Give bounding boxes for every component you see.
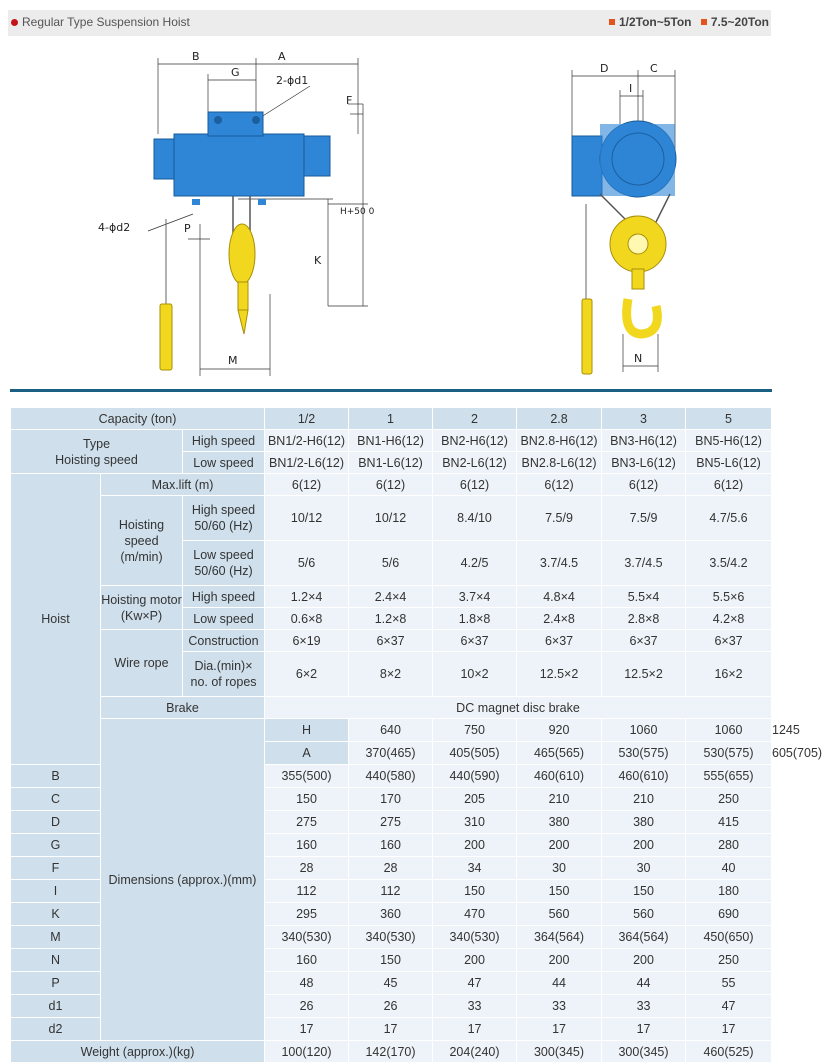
dimension-key: P [11,972,101,995]
dim-label-d1: 2-ϕd1 [276,74,309,87]
dim-label-a: A [278,50,286,63]
motor-high-cell: 2.4×4 [349,586,433,608]
dimension-cell: 17 [686,1018,772,1041]
max-lift-cell: 6(12) [433,474,517,496]
dimension-cell: 44 [517,972,602,995]
weight-cell: 100(120) [265,1041,349,1063]
type-label: Type Hoisting speed [11,430,183,474]
dimension-cell: 160 [349,834,433,857]
dim-label-c: C [650,62,658,75]
motor-low-cell: 1.8×8 [433,608,517,630]
dimension-key: N [11,949,101,972]
section-title: Regular Type Suspension Hoist [22,15,190,29]
dimension-cell: 415 [686,811,772,834]
dimension-cell: 275 [349,811,433,834]
table-row [11,496,772,541]
motor-high-cell: 1.2×4 [265,586,349,608]
motor-low-cell: 2.4×8 [517,608,602,630]
speed-low-cell: 5/6 [265,541,349,586]
dimension-cell: 380 [517,811,602,834]
table-row [11,697,772,719]
dim-label-n: N [634,352,643,365]
dimension-cell: 750 [433,719,517,742]
dimension-cell: 33 [602,995,686,1018]
range-tag-2[interactable]: 7.5~20Ton [710,15,769,29]
dia-label: Dia.(min)× no. of ropes [183,652,265,697]
low-speed-label: Low speed [183,452,265,474]
dimension-cell: 26 [349,995,433,1018]
section-divider [10,389,772,392]
speed-high-cell: 7.5/9 [517,496,602,541]
speed-low-cell: 3.5/4.2 [686,541,772,586]
max-lift-cell: 6(12) [602,474,686,496]
hoist-label: Hoist [11,474,101,765]
dimension-cell: 460(610) [517,765,602,788]
dimension-cell: 465(565) [517,742,602,765]
dim-label-d: D [600,62,609,75]
square-bullet-icon [609,19,615,25]
dia-cell: 12.5×2 [517,652,602,697]
table-row [11,408,772,430]
square-bullet-icon [701,19,707,25]
dim-label-h: H+50 0 [340,207,375,217]
dimension-cell: 470 [433,903,517,926]
dimension-cell: 17 [265,1018,349,1041]
dim-label-f: F [346,94,353,107]
table-row [11,474,772,496]
capacity-label: Capacity (ton) [11,408,265,430]
dimension-cell: 355(500) [265,765,349,788]
table-row: Dimensions (approx.)(mm) H 640 750 920 1060 1060 1245 [11,719,772,742]
dim-label-i: I [629,82,633,95]
motor-low-cell: 1.2×8 [349,608,433,630]
max-lift-cell: 6(12) [349,474,433,496]
weight-cell: 300(345) [517,1041,602,1063]
dimension-cell: 47 [686,995,772,1018]
dia-cell: 10×2 [433,652,517,697]
dim-label-p: P [184,222,191,235]
max-lift-cell: 6(12) [265,474,349,496]
capacity-cell: 1/2 [265,408,349,430]
dimension-cell: 380 [602,811,686,834]
dim-label-b: B [192,50,200,63]
capacity-range-tags [603,15,769,29]
construction-cell: 6×37 [517,630,602,652]
dimension-cell: 200 [517,834,602,857]
dimension-cell: 17 [602,1018,686,1041]
dimension-cell: 200 [602,834,686,857]
max-lift-label: Max.lift (m) [101,474,265,496]
speed-high-cell: 7.5/9 [602,496,686,541]
type-cell: BN1/2-L6(12) [265,452,349,474]
dimension-cell: 180 [686,880,772,903]
dimension-cell: 28 [349,857,433,880]
max-lift-cell: 6(12) [517,474,602,496]
dimension-cell: 210 [602,788,686,811]
capacity-cell: 2 [433,408,517,430]
dimension-cell: 33 [433,995,517,1018]
dim-label-k: K [314,254,322,267]
construction-cell: 6×37 [686,630,772,652]
dia-cell: 12.5×2 [602,652,686,697]
dimension-cell: 295 [265,903,349,926]
dimension-cell: 30 [517,857,602,880]
dimension-cell: 44 [602,972,686,995]
spec-table-body [11,408,822,1063]
dimension-cell: 530(575) [686,742,772,765]
dimension-cell: 55 [686,972,772,995]
motor-high-cell: 5.5×4 [602,586,686,608]
dimension-cell: 275 [265,811,349,834]
dimension-cell: 17 [517,1018,602,1041]
table-row [11,430,772,452]
dimension-key: d2 [11,1018,101,1041]
dimension-cell: 310 [433,811,517,834]
dimension-key: d1 [11,995,101,1018]
dimension-cell: 150 [433,880,517,903]
dimension-cell: 640 [349,719,433,742]
hoist-side-view-drawing [88,44,388,384]
dimension-cell: 440(580) [349,765,433,788]
type-cell: BN2.8-L6(12) [517,452,602,474]
dimension-cell: 28 [265,857,349,880]
dimension-cell: 250 [686,949,772,972]
speed-low-cell: 3.7/4.5 [602,541,686,586]
bullet-dot-icon [11,19,18,26]
speed-high-cell: 8.4/10 [433,496,517,541]
capacity-cell: 3 [602,408,686,430]
dimension-cell: 200 [433,949,517,972]
dimension-cell: 405(505) [433,742,517,765]
weight-cell: 460(525) [686,1041,772,1063]
weight-cell: 204(240) [433,1041,517,1063]
dimension-cell: 26 [265,995,349,1018]
type-cell: BN1-H6(12) [349,430,433,452]
dimensions-label: Dimensions (approx.)(mm) [101,719,265,1041]
dimension-cell: 160 [265,949,349,972]
type-cell: BN2-L6(12) [433,452,517,474]
type-cell: BN3-H6(12) [602,430,686,452]
dimension-key: C [11,788,101,811]
dimension-cell: 690 [686,903,772,926]
dimension-cell: 364(564) [517,926,602,949]
dimension-cell: 1060 [686,719,772,742]
dimension-key: G [11,834,101,857]
dimension-cell: 112 [265,880,349,903]
table-row [11,586,772,608]
hoisting-speed-label: Hoisting speed (m/min) [101,496,183,586]
speed-low-cell: 5/6 [349,541,433,586]
dimension-cell: 150 [602,880,686,903]
capacity-cell: 5 [686,408,772,430]
dimension-cell: 250 [686,788,772,811]
capacity-cell: 2.8 [517,408,602,430]
motor-high-cell: 4.8×4 [517,586,602,608]
type-cell: BN3-L6(12) [602,452,686,474]
dimension-cell: 30 [602,857,686,880]
dia-cell: 6×2 [265,652,349,697]
dimension-cell: 530(575) [602,742,686,765]
dimension-cell: 340(530) [433,926,517,949]
table-row [11,630,772,652]
dimension-cell: 364(564) [602,926,686,949]
dimension-cell: 450(650) [686,926,772,949]
section-header [8,10,771,36]
dimension-cell: 112 [349,880,433,903]
dimension-cell: 1060 [602,719,686,742]
spec-table [10,407,822,1063]
dimension-cell: 40 [686,857,772,880]
speed-low-label: Low speed 50/60 (Hz) [183,541,265,586]
dimension-cell: 200 [517,949,602,972]
dimension-cell: 34 [433,857,517,880]
dimension-cell: 150 [517,880,602,903]
type-cell: BN5-L6(12) [686,452,772,474]
dimension-cell: 280 [686,834,772,857]
speed-low-cell: 4.2/5 [433,541,517,586]
dimension-cell: 48 [265,972,349,995]
dimension-cell: 370(465) [349,742,433,765]
type-cell: BN2-H6(12) [433,430,517,452]
motor-high-cell: 5.5×6 [686,586,772,608]
type-cell: BN2.8-H6(12) [517,430,602,452]
dimension-cell: 45 [349,972,433,995]
type-cell: BN1-L6(12) [349,452,433,474]
motor-low-cell: 0.6×8 [265,608,349,630]
dimension-cell: 360 [349,903,433,926]
weight-cell: 300(345) [602,1041,686,1063]
motor-high-cell: 3.7×4 [433,586,517,608]
dimension-cell: 17 [433,1018,517,1041]
table-row [11,1041,772,1063]
speed-high-label: High speed 50/60 (Hz) [183,496,265,541]
dimension-cell: 150 [349,949,433,972]
dimension-cell: 200 [602,949,686,972]
high-speed-label: High speed [183,586,265,608]
dim-label-m: M [228,354,238,367]
dimension-cell: 33 [517,995,602,1018]
dia-cell: 16×2 [686,652,772,697]
dimension-cell: 160 [265,834,349,857]
capacity-cell: 1 [349,408,433,430]
high-speed-label: High speed [183,430,265,452]
dimension-cell: 210 [517,788,602,811]
type-cell: BN1/2-H6(12) [265,430,349,452]
dimension-cell: 460(610) [602,765,686,788]
type-cell: BN5-H6(12) [686,430,772,452]
construction-cell: 6×37 [602,630,686,652]
brake-label: Brake [101,697,265,719]
dimension-cell: 340(530) [265,926,349,949]
dimension-key: A [265,742,349,765]
dimension-key: F [11,857,101,880]
speed-high-cell: 4.7/5.6 [686,496,772,541]
dimension-key: M [11,926,101,949]
construction-label: Construction [183,630,265,652]
dimension-key: K [11,903,101,926]
max-lift-cell: 6(12) [686,474,772,496]
dim-label-d2: 4-ϕd2 [98,221,131,234]
dimension-key: H [265,719,349,742]
speed-high-cell: 10/12 [265,496,349,541]
dia-cell: 8×2 [349,652,433,697]
wire-rope-label: Wire rope [101,630,183,697]
dimension-cell: 560 [517,903,602,926]
motor-low-cell: 2.8×8 [602,608,686,630]
range-tag-1[interactable]: 1/2Ton~5Ton [618,15,692,29]
dimension-cell: 200 [433,834,517,857]
hoist-front-view-drawing [560,44,710,384]
weight-label: Weight (approx.)(kg) [11,1041,265,1063]
dimension-cell: 340(530) [349,926,433,949]
motor-label: Hoisting motor (Kw×P) [101,586,183,630]
dimension-cell: 560 [602,903,686,926]
dimension-cell: 920 [517,719,602,742]
dimension-cell: 150 [265,788,349,811]
low-speed-label: Low speed [183,608,265,630]
dimension-cell: 205 [433,788,517,811]
construction-cell: 6×37 [349,630,433,652]
construction-cell: 6×37 [433,630,517,652]
brake-value: DC magnet disc brake [265,697,772,719]
construction-cell: 6×19 [265,630,349,652]
motor-low-cell: 4.2×8 [686,608,772,630]
dimension-key: I [11,880,101,903]
dimension-key: B [11,765,101,788]
speed-low-cell: 3.7/4.5 [517,541,602,586]
dimension-cell: 555(655) [686,765,772,788]
dim-label-g: G [231,66,240,79]
table-row: A 370(465) 405(505) 465(565) 530(575) 530(575) 605(705) [11,742,772,765]
dimension-cell: 47 [433,972,517,995]
dimension-cell: 17 [349,1018,433,1041]
weight-cell: 142(170) [349,1041,433,1063]
dimension-cell: 440(590) [433,765,517,788]
speed-high-cell: 10/12 [349,496,433,541]
dimension-cell: 170 [349,788,433,811]
dimension-key: D [11,811,101,834]
